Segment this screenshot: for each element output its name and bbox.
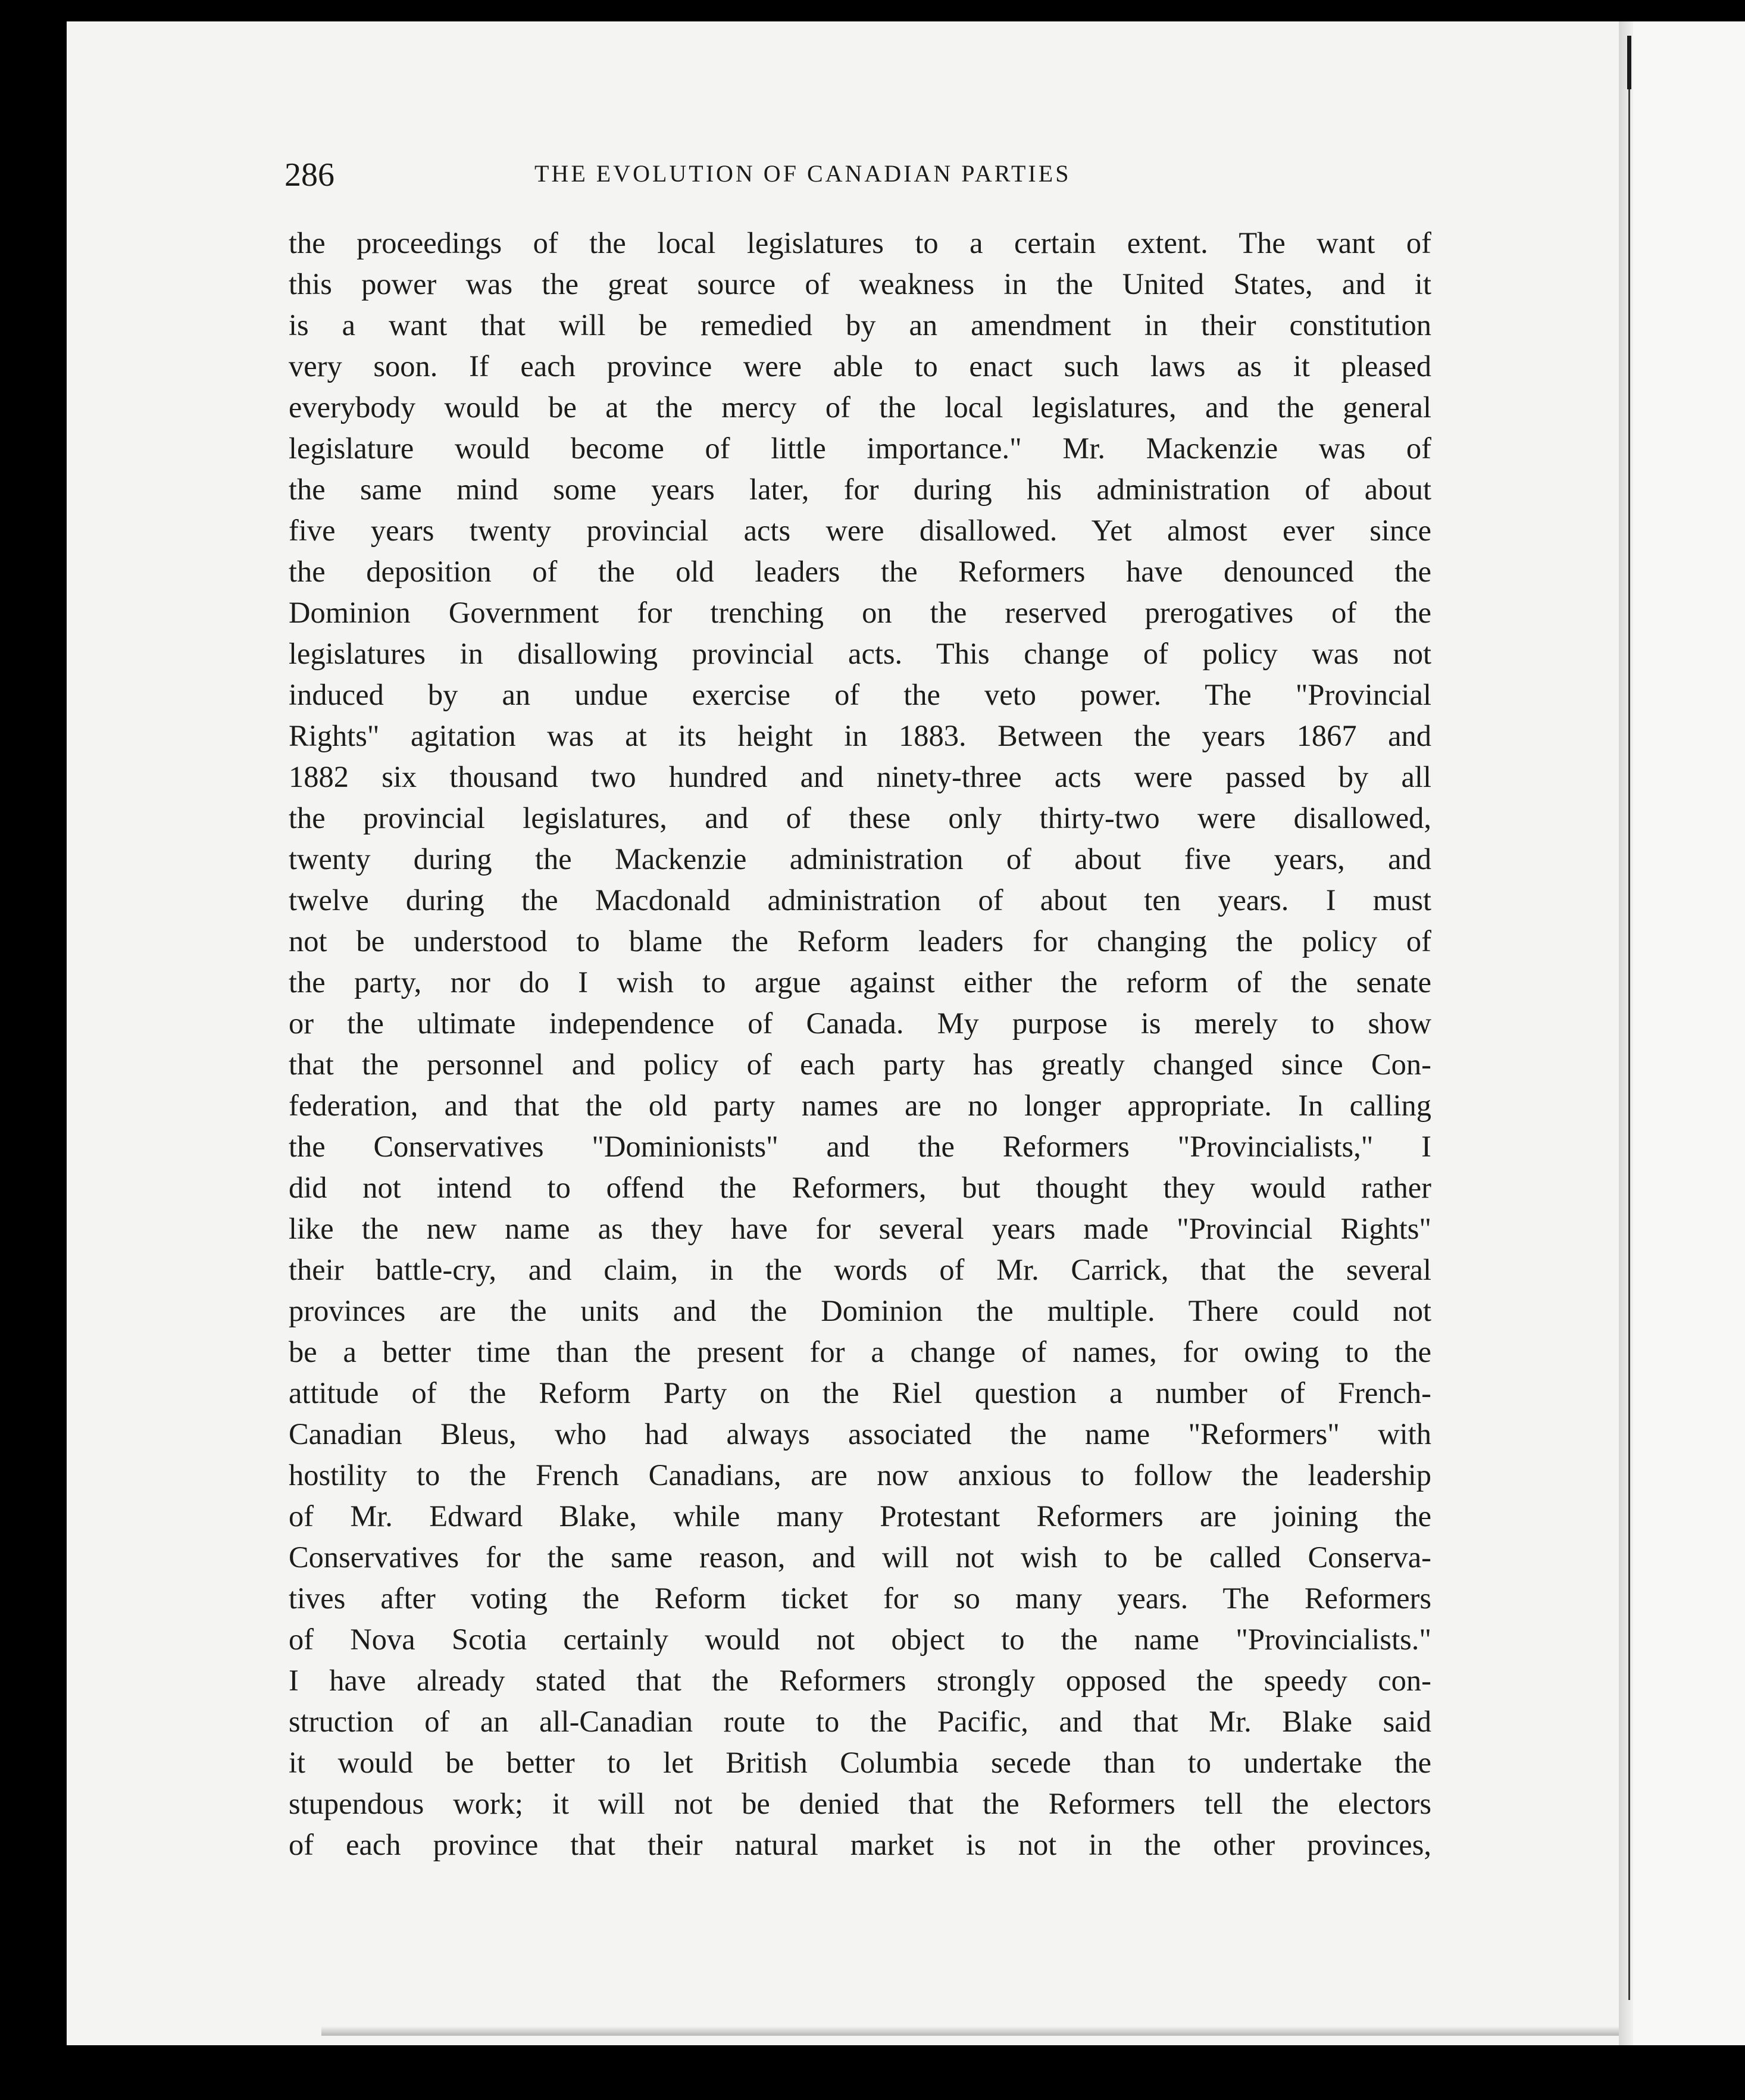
text-line: their battle-cry, and claim, in the words of Mr. Carrick, that the several <box>289 1253 1431 1286</box>
text-line: legislatures in disallowing provincial acts. This change of policy was not <box>289 637 1431 670</box>
text-line: everybody would be at the mercy of the local legislatures, and the general <box>289 390 1431 424</box>
page-number: 286 <box>284 157 334 193</box>
text-line: Canadian Bleus, who had always associated the name "Reformers" with <box>289 1417 1431 1451</box>
text-line: of each province that their natural market is not in the other provinces, <box>289 1828 1431 1861</box>
text-line: I have already stated that the Reformers strongly opposed the speedy con- <box>289 1664 1431 1697</box>
text-line: the provincial legislatures, and of these only thirty-two were disallowed, <box>289 801 1431 835</box>
text-line: Conservatives for the same reason, and will not wish to be called Conserva- <box>289 1540 1431 1574</box>
text-line: this power was the great source of weakness in the United States, and it <box>289 267 1431 301</box>
gutter-binding-line <box>1628 36 1630 2000</box>
text-line: like the new name as they have for several years made "Provincial Rights" <box>289 1212 1431 1245</box>
text-line: Rights" agitation was at its height in 1883. Between the years 1867 and <box>289 719 1431 752</box>
body-text <box>289 223 1431 1865</box>
text-line: it would be better to let British Columbia secede than to undertake the <box>289 1746 1431 1779</box>
gutter-binding-mark <box>1627 36 1631 89</box>
text-line: the deposition of the old leaders the Reformers have denounced the <box>289 555 1431 588</box>
text-line: five years twenty provincial acts were disallowed. Yet almost ever since <box>289 514 1431 547</box>
running-title: THE EVOLUTION OF CANADIAN PARTIES <box>534 160 1071 187</box>
text-line: twenty during the Mackenzie administration of about five years, and <box>289 842 1431 876</box>
page-header <box>284 151 1183 199</box>
text-line: did not intend to offend the Reformers, but thought they would rather <box>289 1171 1431 1204</box>
text-line: the same mind some years later, for during his administration of about <box>289 473 1431 506</box>
text-line: federation, and that the old party names are no longer appropriate. In calling <box>289 1089 1431 1122</box>
text-line: the party, nor do I wish to argue against either the reform of the senate <box>289 965 1431 999</box>
text-line: of Mr. Edward Blake, while many Protestant Reformers are joining the <box>289 1499 1431 1533</box>
facing-page-edge <box>1619 21 1745 2045</box>
text-line: hostility to the French Canadians, are now anxious to follow the leadership <box>289 1458 1431 1492</box>
text-line: not be understood to blame the Reform leaders for changing the policy of <box>289 924 1431 958</box>
text-line: that the personnel and policy of each party has greatly changed since Con- <box>289 1048 1431 1081</box>
text-line: 1882 six thousand two hundred and ninety-three acts were passed by all <box>289 760 1431 793</box>
page-bottom-shadow <box>321 2026 1619 2036</box>
text-line: is a want that will be remedied by an amendment in their constitution <box>289 308 1431 342</box>
text-line: the Conservatives "Dominionists" and the Reformers "Provincialists," I <box>289 1130 1431 1163</box>
text-line: the proceedings of the local legislatures to a certain extent. The want of <box>289 226 1431 260</box>
text-line: tives after voting the Reform ticket for so many years. The Reformers <box>289 1582 1431 1615</box>
page-gutter <box>1619 21 1633 2045</box>
text-line: very soon. If each province were able to enact such laws as it pleased <box>289 349 1431 383</box>
text-line: attitude of the Reform Party on the Riel question a number of French- <box>289 1376 1431 1410</box>
text-line: be a better time than the present for a change of names, for owing to the <box>289 1335 1431 1368</box>
text-line: or the ultimate independence of Canada. My purpose is merely to show <box>289 1007 1431 1040</box>
text-line: Dominion Government for trenching on the reserved prerogatives of the <box>289 596 1431 629</box>
text-line: twelve during the Macdonald administration of about ten years. I must <box>289 883 1431 917</box>
text-line: induced by an undue exercise of the veto power. The "Provincial <box>289 678 1431 711</box>
text-line: legislature would become of little importance." Mr. Mackenzie was of <box>289 432 1431 465</box>
text-line: of Nova Scotia certainly would not object to the name "Provincialists." <box>289 1623 1431 1656</box>
text-line: provinces are the units and the Dominion the multiple. There could not <box>289 1294 1431 1327</box>
text-line: struction of an all-Canadian route to the Pacific, and that Mr. Blake said <box>289 1705 1431 1738</box>
text-line: stupendous work; it will not be denied that the Reformers tell the electors <box>289 1787 1431 1820</box>
